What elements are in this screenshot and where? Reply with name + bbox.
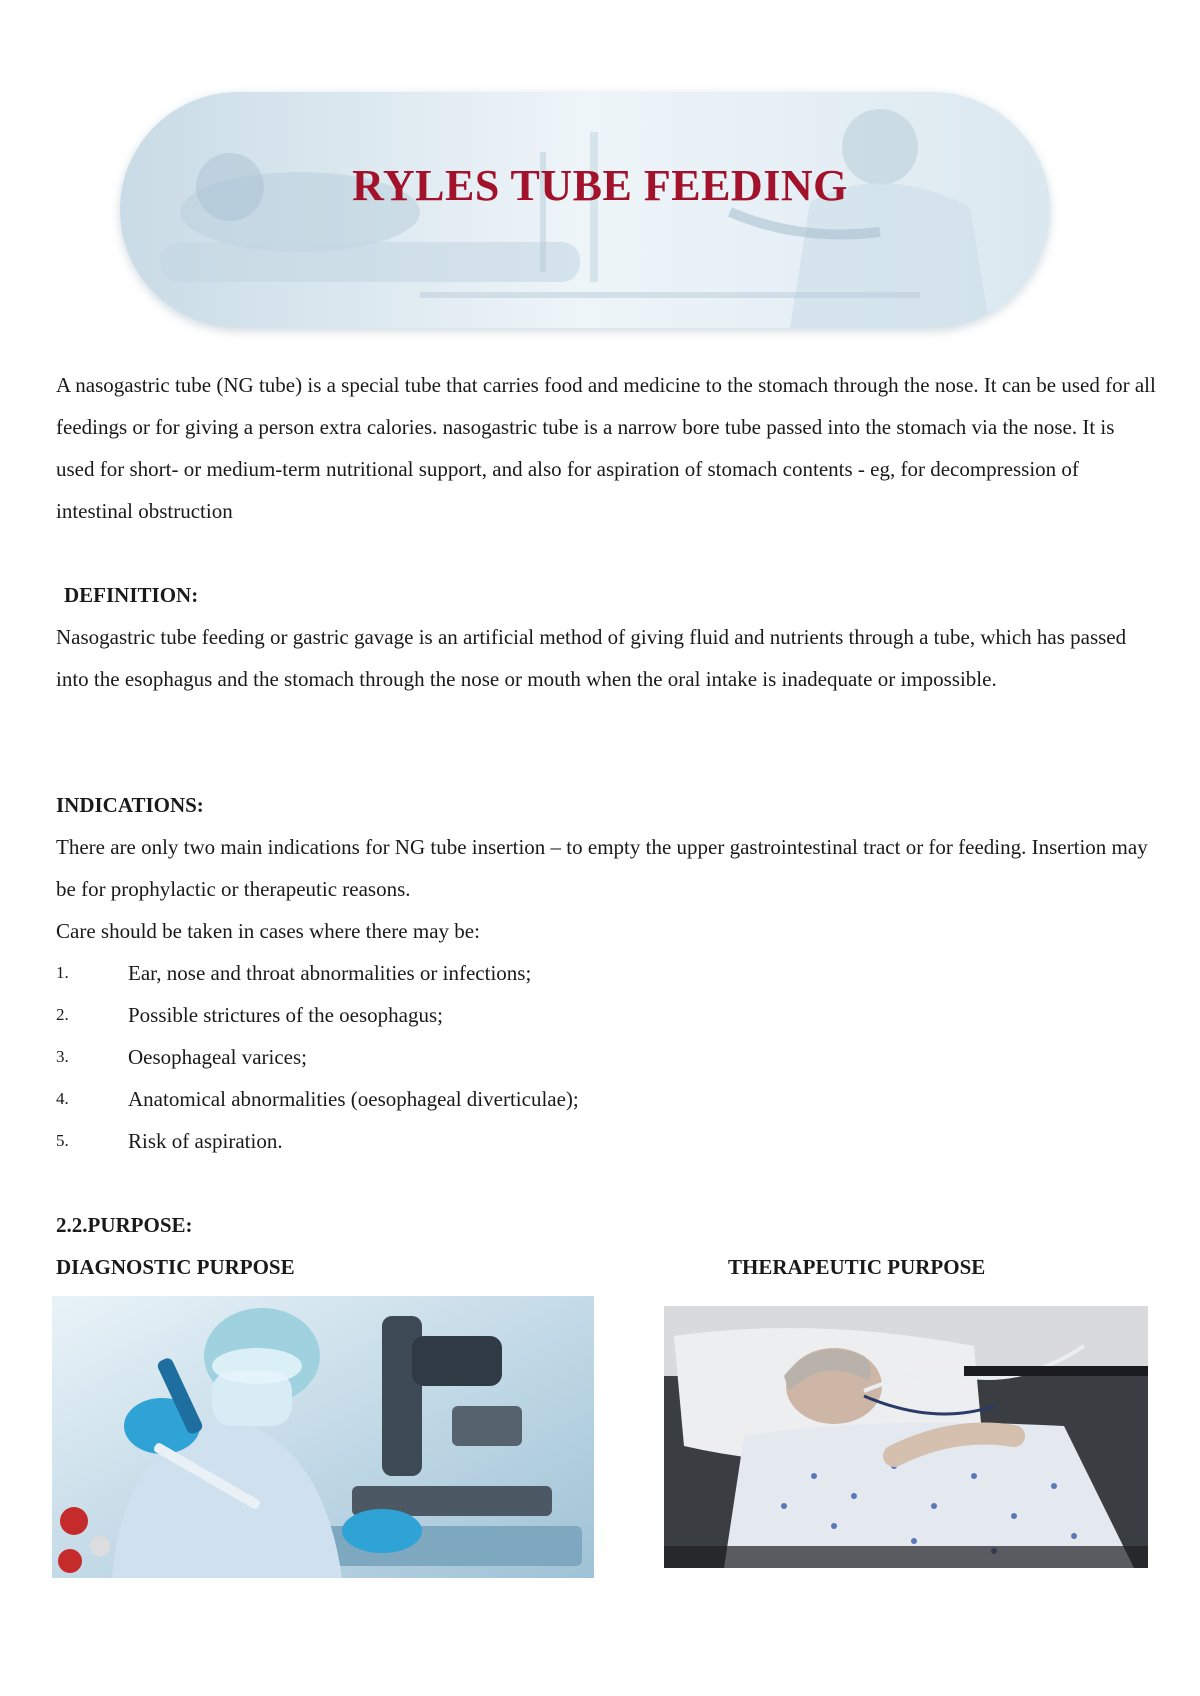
intro-paragraph: A nasogastric tube (NG tube) is a special tube that carries food and medicine to the stomach through the nose. It can be used for all feedings or for giving a person extra calories. nasogastric tube is a narrow bore tube passed into the stomach via the nose. It is used for short- or medium-term nutritional support, and also for aspiration of stomach contents - eg, for decompression of intestinal obstruction <box>56 373 1156 523</box>
list-text: Possible strictures of the oesophagus; <box>128 1003 443 1027</box>
list-number: 4. <box>56 1089 69 1108</box>
list-item <box>56 1078 1156 1120</box>
indications-paragraph: There are only two main indications for NG tube insertion – to empty the upper gastrointestinal tract or for feeding. Insertion may be for prophylactic or therapeutic reasons. <box>56 835 1148 901</box>
definition-paragraph: Nasogastric tube feeding or gastric gavage is an artificial method of giving fluid and nutrients through a tube, which has passed into the esophagus and the stomach through the nose or mouth when the oral intake is inadequate or impossible. <box>56 625 1127 691</box>
list-number: 5. <box>56 1131 69 1150</box>
purpose-heading: 2.2.PURPOSE: <box>56 1213 193 1237</box>
list-number: 1. <box>56 963 69 982</box>
therapeutic-patient-photo <box>664 1306 1148 1568</box>
care-intro: Care should be taken in cases where there may be: <box>56 919 480 943</box>
list-text: Oesophageal varices; <box>128 1045 308 1069</box>
diagnostic-purpose-label: DIAGNOSTIC PURPOSE <box>56 1255 295 1279</box>
list-item <box>56 1120 1156 1162</box>
care-list <box>56 952 1156 1162</box>
definition-section <box>56 616 1156 700</box>
indications-heading: INDICATIONS: <box>56 793 204 817</box>
list-text: Anatomical abnormalities (oesophageal diverticulae); <box>128 1087 579 1111</box>
list-number: 2. <box>56 1005 69 1024</box>
therapeutic-purpose-label: THERAPEUTIC PURPOSE <box>728 1255 986 1279</box>
list-item <box>56 994 1156 1036</box>
list-item <box>56 1036 1156 1078</box>
indications-section <box>56 826 1156 1162</box>
definition-heading: DEFINITION: <box>64 583 199 607</box>
list-number: 3. <box>56 1047 69 1066</box>
diagnostic-lab-photo <box>52 1296 594 1578</box>
intro-section <box>56 364 1156 532</box>
list-text: Risk of aspiration. <box>128 1129 283 1153</box>
page-title: RYLES TUBE FEEDING <box>352 161 848 210</box>
list-item <box>56 952 1156 994</box>
list-text: Ear, nose and throat abnormalities or infections; <box>128 961 532 985</box>
